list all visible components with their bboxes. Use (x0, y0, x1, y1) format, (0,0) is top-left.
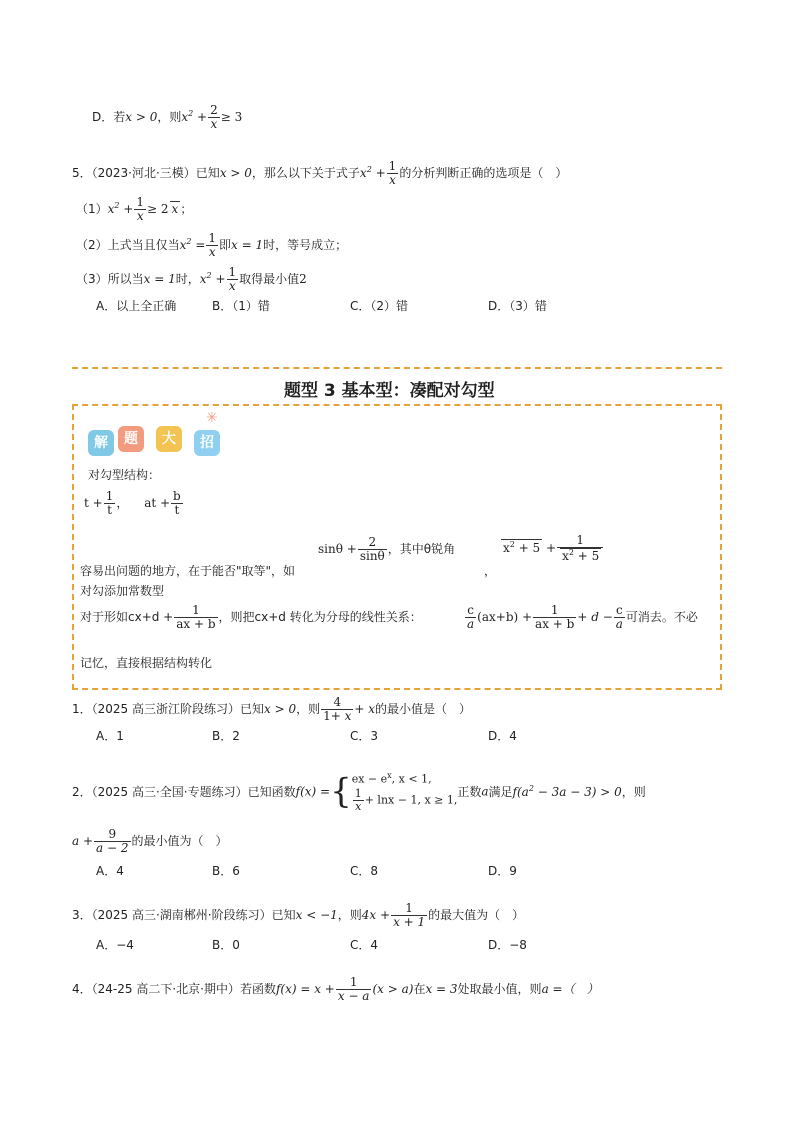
math-condition: x > 0 (125, 110, 158, 125)
text: ，则 (621, 785, 646, 800)
tip-structures (84, 490, 184, 517)
text: 的最大值为（ ） (428, 908, 525, 923)
text: 的分析判断正确的选项是（ ） (399, 166, 568, 181)
section-divider (72, 367, 722, 369)
text: 取得最小值 (239, 272, 300, 287)
q3-option-d: D．−8 (488, 938, 527, 952)
sparkle-icon: ✳ (206, 410, 218, 426)
math-condition: x > 0 (219, 166, 252, 181)
q5-option-c: C．（2）错 (350, 299, 409, 313)
text: ； (180, 202, 193, 217)
item-label: （1） (76, 202, 108, 217)
question-prefix: 5．（2023·河北·三模）已知 (72, 166, 220, 181)
math-expr: sinθ + (318, 542, 357, 557)
math-expr: $x^2$ + (359, 165, 386, 181)
fraction: $\frac{1}{ax + b}$ (535, 603, 575, 632)
question-prefix: 4．（24-25 高二下·北京·期中）若函数 (72, 982, 276, 997)
q2-option-a: A．4 (96, 864, 124, 878)
q2-option-d: D．9 (488, 864, 517, 878)
fraction: $\frac{1}{x^2 + 5}$ (557, 534, 603, 563)
fraction: $\frac{1}{x - a}$ (337, 975, 370, 1004)
text: 时，等号成立； (263, 238, 348, 253)
fraction: $\frac{2}{x}$ (210, 103, 218, 132)
q5-option-b: B．（1）错 (212, 299, 270, 313)
math-condition: x = 3 (425, 982, 458, 997)
fraction: $\frac{1}{x + 1}$ (393, 901, 426, 930)
piecewise: ex − $e^x$, x < 1, $\frac{1}{x}$ + lnx − 1, x ≥ 1, (351, 771, 458, 814)
tip-line-1: 对勾型结构： (88, 468, 161, 482)
fraction: $\frac{9}{a - 2}$ (96, 827, 129, 856)
badge-zhao: 招 (194, 430, 220, 456)
fraction: $\frac{2}{\sin\theta}$ (359, 535, 385, 564)
question-1-stem: 1．（2025 高三浙江阶段练习）已知x > 0，则 $\frac{4}{1+ x}$ + x的最小值是（ ） (72, 695, 472, 724)
q3-option-a: A．−4 (96, 938, 134, 952)
text: ，其中θ锐角 (387, 542, 456, 557)
tip-line-5a (80, 604, 422, 631)
text: 在 (413, 982, 426, 997)
math-expr: ≥ 3 (220, 110, 243, 125)
tip-line-6: 记忆，直接根据结构转化 (80, 656, 213, 670)
question-5-item-1 (76, 196, 192, 223)
q1-option-c: C．3 (350, 729, 379, 743)
text: 时， (175, 272, 200, 287)
text: ，那么以下关于式子 (251, 166, 360, 181)
fraction: $\frac{4}{1+ x}$ (323, 695, 352, 724)
piece-1-cond: , x < 1, (391, 772, 432, 786)
text: 可消去。不必 (625, 610, 698, 625)
math-expr: 2 (299, 272, 307, 287)
q2-option-b: B．6 (212, 864, 240, 878)
tip-comma: ， (484, 564, 497, 578)
sqrt-expr: $x^2 + 5$ (503, 540, 541, 556)
question-prefix: 1．（2025 高三浙江阶段练习）已知 (72, 702, 264, 717)
fraction: $\frac{1}{x}$ (228, 265, 237, 294)
q3-option-b: B．0 (212, 938, 240, 952)
text: 满足 (488, 785, 513, 800)
q2-option-c: C．8 (350, 864, 379, 878)
answer-blank: a =（ ） (541, 982, 599, 997)
fraction: $\frac{1}{ax + b}$ (176, 603, 216, 632)
math-expr: ≥ 2 (147, 202, 169, 217)
text: ，则 (296, 702, 321, 717)
piece-1: ex − e (351, 772, 388, 786)
text: ，则 (337, 908, 362, 923)
tip-sin-expression (318, 536, 455, 563)
text: 处取最小值，则 (457, 982, 542, 997)
fraction: $\frac{1}{x}$ (388, 159, 397, 188)
text: 的最小值为（ ） (131, 834, 228, 849)
tip-line-5-expression: $\frac{c}{a}$ (ax+b) + $\frac{1}{ax + b}$ + d − $\frac{c}{a}$ 可消去。不必 (467, 603, 698, 632)
math-expr: $x^2$ = (179, 237, 206, 253)
q1-option-a: A．1 (96, 729, 124, 743)
math-expr: x = 1 (143, 272, 176, 287)
sqrt-x: x (171, 202, 179, 217)
tip-line-4: 对勾添加常数型 (80, 584, 165, 598)
text: 对于形如cx+d + (80, 610, 174, 625)
text: ，则把cx+d 转化为分母的线性关系： (218, 610, 422, 625)
tip-line-3-text: 容易出问题的地方，在于能否"取等"，如 (80, 564, 296, 578)
question-4-stem: 4．（24-25 高二下·北京·期中）若函数f(x) = x + $\frac{1}{x - a}$ (x > a)在x = 3处取最小值，则a =（ ） (72, 975, 599, 1004)
math-condition: x > 0 (264, 702, 297, 717)
badge-ti: 题 (118, 426, 144, 452)
fraction: $\frac{1}{t}$ (105, 489, 114, 518)
fraction: $\frac{1}{x}$ (136, 195, 145, 224)
q1-option-b: B．2 (212, 729, 240, 743)
text: ，则 (157, 110, 182, 125)
fraction: $\frac{b}{t}$ (173, 489, 181, 518)
text: （2）上式当且仅当 (76, 238, 180, 253)
question-5-item-2 (76, 232, 347, 259)
q3-option-c: C．4 (350, 938, 379, 952)
question-prefix: 2．（2025 高三·全国·专题练习）已知函数 (72, 785, 296, 800)
text: ， (116, 496, 129, 511)
fraction: $\frac{c}{a}$ (615, 603, 623, 632)
math-expr: $x^2$ + (181, 109, 208, 125)
q5-option-d: D．（3）错 (488, 299, 547, 313)
math-expr: $x^2$ + (199, 271, 226, 287)
tip-sqrt-expression: $x^2 + 5$ + $\frac{1}{x^2 + 5}$ (500, 534, 604, 563)
question-prefix: 3．（2025 高三·湖南郴州·阶段练习）已知 (72, 908, 296, 923)
text: 的最小值是（ ） (375, 702, 472, 717)
q5-option-a: A．以上全正确 (96, 299, 177, 313)
option-label: D．若 (92, 110, 126, 125)
fraction: $\frac{1}{x}$ (208, 231, 217, 260)
math-expr: t + (84, 496, 103, 511)
text: （3）所以当 (76, 272, 144, 287)
section-title: 题型 3 基本型：凑配对勾型 (284, 381, 495, 401)
question-5-item-3 (76, 266, 307, 293)
q1-option-d: D．4 (488, 729, 517, 743)
question-3-stem: 3．（2025 高三·湖南郴州·阶段练习）已知x < −1，则4x + $\frac{1}{x + 1}$ 的最大值为（ ） (72, 901, 525, 930)
badge-jie: 解 (88, 430, 114, 456)
math-expr: x = 1 (231, 238, 264, 253)
math-expr: $x^2$ + (107, 201, 134, 217)
question-2-stem: 2．（2025 高三·全国·专题练习）已知函数f(x) ={ ex − $e^x$, x < 1, $\frac{1}{x}$ + lnx − 1, x ≥ 1, 正数a满足$f(a^2 - 3a - 3) > 0$，则 (72, 771, 646, 814)
text: 即 (219, 238, 232, 253)
prev-question-option-d (92, 104, 242, 131)
piece-2: + lnx − 1, x ≥ 1, (364, 793, 458, 807)
question-5-stem (72, 160, 567, 187)
math-condition: x < −1 (295, 908, 338, 923)
fraction: $\frac{c}{a}$ (467, 603, 475, 632)
badge-da: 大 (156, 426, 182, 452)
question-2-line-2: a + $\frac{9}{a - 2}$ 的最小值为（ ） (72, 827, 228, 856)
text: 正数 (457, 785, 482, 800)
math-expr: at + (144, 496, 171, 511)
